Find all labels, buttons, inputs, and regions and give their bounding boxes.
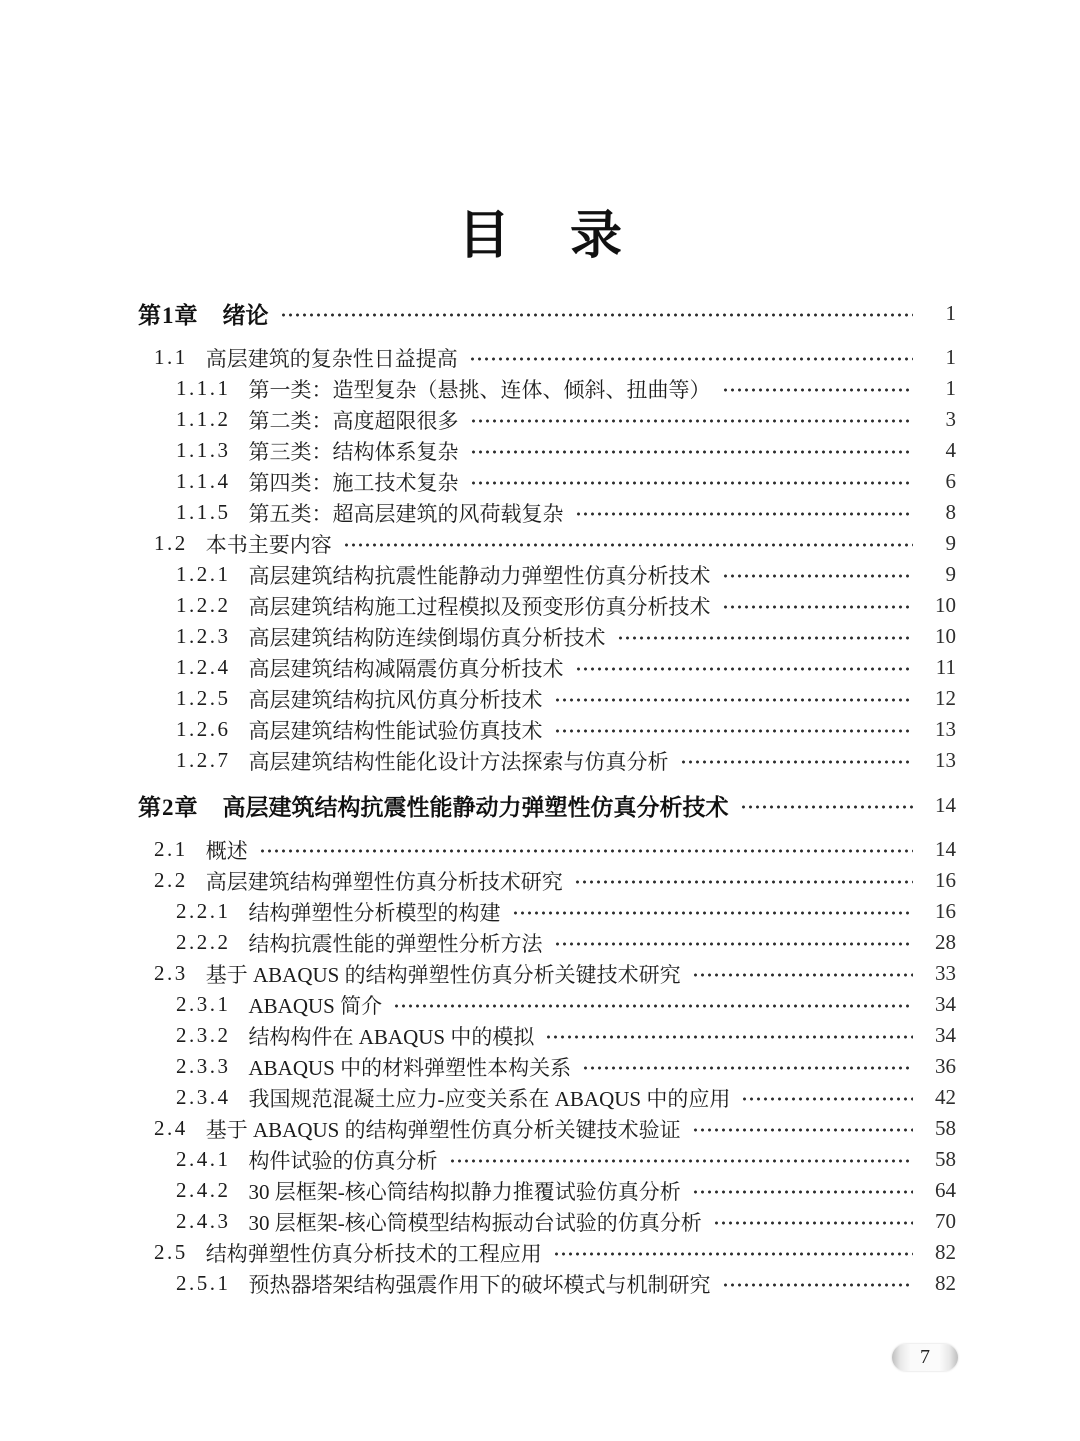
toc-entry-number: 第1章	[138, 302, 199, 328]
toc-entry-number: 2.5	[154, 1240, 188, 1264]
toc-row	[138, 590, 956, 621]
toc-entry-number: 2.4	[154, 1116, 188, 1140]
toc-entry-number: 1.2.3	[176, 624, 231, 648]
toc-row	[138, 404, 956, 435]
toc-entry-title: 高层建筑结构性能试验仿真技术	[248, 718, 543, 743]
toc-entry-title: 绪论	[222, 302, 269, 328]
dotted-leader	[554, 683, 914, 714]
dotted-leader	[393, 989, 913, 1020]
toc-entry-title: 高层建筑结构防连续倒塌仿真分析技术	[248, 625, 606, 650]
toc-entry-page: 14	[935, 792, 956, 817]
dotted-leader	[553, 1237, 913, 1268]
toc-row	[138, 1237, 956, 1268]
toc-row	[138, 342, 956, 373]
toc-entry-title: 30 层框架-核心筒结构拟静力推覆试验仿真分析	[248, 1179, 681, 1204]
toc-entry-number: 2.3.2	[176, 1023, 231, 1047]
toc-entry-number: 2.4.2	[176, 1178, 231, 1202]
dotted-leader	[741, 1082, 913, 1113]
dotted-leader	[692, 958, 913, 989]
toc-row	[138, 1206, 956, 1237]
toc-row	[138, 466, 956, 497]
toc-list	[138, 284, 956, 1299]
toc-entry-title: 第一类：造型复杂（悬挑、连体、倾斜、扭曲等）	[248, 377, 711, 402]
toc-entry-number: 1.2.6	[176, 717, 231, 741]
toc-entry-title: 高层建筑结构抗震性能静动力弹塑性仿真分析技术	[222, 794, 729, 820]
toc-entry-page: 34	[935, 1023, 956, 1047]
toc-entry-title: 我国规范混凝土应力-应变关系在 ABAQUS 中的应用	[248, 1086, 731, 1111]
toc-entry-title: 第三类：结构体系复杂	[248, 439, 459, 464]
toc-entry-page: 3	[945, 407, 956, 431]
toc-entry-title: ABAQUS 中的材料弹塑性本构关系	[248, 1055, 572, 1080]
dotted-leader	[722, 1268, 914, 1299]
toc-entry-title: 高层建筑结构减隔震仿真分析技术	[248, 656, 564, 681]
toc-entry-title: 高层建筑结构弹塑性仿真分析技术研究	[205, 869, 563, 894]
toc-entry-page: 82	[935, 1240, 956, 1264]
toc-entry-number: 1.2.1	[176, 562, 231, 586]
dotted-leader	[259, 834, 913, 865]
toc-entry-number: 2.4.1	[176, 1147, 231, 1171]
toc-entry-title: 基于 ABAQUS 的结构弹塑性仿真分析关键技术研究	[205, 962, 681, 987]
dotted-leader	[545, 1020, 913, 1051]
toc-entry-page: 9	[945, 562, 956, 586]
dotted-leader	[713, 1206, 913, 1237]
toc-entry-page: 16	[935, 868, 956, 892]
toc-entry-page: 34	[935, 992, 956, 1016]
toc-entry-page: 13	[935, 748, 956, 772]
dotted-leader	[680, 745, 914, 776]
toc-entry-title: 高层建筑结构抗风仿真分析技术	[248, 687, 543, 712]
toc-entry-number: 2.3.4	[176, 1085, 231, 1109]
toc-row	[138, 896, 956, 927]
toc-entry-number: 1.1.4	[176, 469, 231, 493]
toc-row	[138, 652, 956, 683]
toc-entry-title: 30 层框架-核心筒模型结构振动台试验的仿真分析	[248, 1210, 702, 1235]
toc-entry-page: 14	[935, 837, 956, 861]
dotted-leader	[722, 590, 914, 621]
dotted-leader	[692, 1113, 913, 1144]
toc-entry-page: 4	[945, 438, 956, 462]
toc-entry-page: 16	[935, 899, 956, 923]
toc-entry-title: 高层建筑的复杂性日益提高	[205, 346, 458, 371]
toc-entry-number: 1.2.2	[176, 593, 231, 617]
toc-page-title: 目录	[457, 207, 682, 265]
toc-entry-page: 10	[935, 624, 956, 648]
toc-entry-page: 70	[935, 1209, 956, 1233]
toc-row	[138, 1175, 956, 1206]
toc-entry-number: 2.3	[154, 961, 188, 985]
toc-entry-title: 结构弹塑性仿真分析技术的工程应用	[205, 1241, 542, 1266]
toc-row	[138, 1113, 956, 1144]
toc-entry-page: 1	[945, 300, 956, 325]
toc-row	[138, 435, 956, 466]
dotted-leader	[692, 1175, 913, 1206]
dotted-leader	[470, 466, 914, 497]
toc-row	[138, 296, 956, 330]
toc-row	[138, 1051, 956, 1082]
dotted-leader	[469, 342, 913, 373]
toc-row	[138, 559, 956, 590]
toc-entry-number: 1.2.5	[176, 686, 231, 710]
toc-entry-number: 1.1	[154, 345, 188, 369]
toc-entry-number: 1.2	[154, 531, 188, 555]
dotted-leader	[554, 714, 914, 745]
toc-row	[138, 834, 956, 865]
toc-entry-title: 本书主要内容	[205, 532, 332, 557]
toc-entry-page: 12	[935, 686, 956, 710]
toc-row	[138, 788, 956, 822]
toc-entry-title: 基于 ABAQUS 的结构弹塑性仿真分析关键技术验证	[205, 1117, 681, 1142]
toc-entry-page: 9	[945, 531, 956, 555]
toc-row	[138, 989, 956, 1020]
dotted-leader	[512, 896, 914, 927]
toc-entry-page: 36	[935, 1054, 956, 1078]
toc-row	[138, 621, 956, 652]
toc-entry-page: 1	[945, 376, 956, 400]
toc-entry-number: 1.1.3	[176, 438, 231, 462]
toc-entry-number: 2.3.3	[176, 1054, 231, 1078]
toc-row	[138, 528, 956, 559]
toc-entry-title: 构件试验的仿真分析	[248, 1148, 438, 1173]
toc-entry-number: 2.1	[154, 837, 188, 861]
toc-entry-title: 概述	[205, 838, 248, 863]
toc-row	[138, 1082, 956, 1113]
toc-row	[138, 1144, 956, 1175]
toc-entry-page: 82	[935, 1271, 956, 1295]
toc-entry-number: 2.2	[154, 868, 188, 892]
toc-entry-number: 2.2.1	[176, 899, 231, 923]
toc-entry-number: 1.1.1	[176, 376, 231, 400]
dotted-leader	[343, 528, 913, 559]
dotted-leader	[470, 404, 914, 435]
dotted-leader	[280, 296, 914, 330]
toc-row	[138, 927, 956, 958]
toc-entry-page: 8	[945, 500, 956, 524]
dotted-leader	[449, 1144, 914, 1175]
toc-entry-title: 高层建筑结构抗震性能静动力弹塑性仿真分析技术	[248, 563, 711, 588]
dotted-leader	[470, 435, 914, 466]
toc-entry-number: 1.1.2	[176, 407, 231, 431]
toc-row	[138, 497, 956, 528]
toc-entry-number: 1.2.7	[176, 748, 231, 772]
toc-entry-page: 1	[945, 345, 956, 369]
toc-entry-title: 结构抗震性能的弹塑性分析方法	[248, 931, 543, 956]
toc-row	[138, 373, 956, 404]
toc-entry-page: 13	[935, 717, 956, 741]
toc-entry-number: 2.3.1	[176, 992, 231, 1016]
toc-entry-page: 42	[935, 1085, 956, 1109]
toc-entry-title: 第五类：超高层建筑的风荷载复杂	[248, 501, 564, 526]
dotted-leader	[740, 788, 914, 822]
page-number-badge	[892, 1344, 958, 1371]
toc-entry-page: 33	[935, 961, 956, 985]
toc-entry-page: 58	[935, 1147, 956, 1171]
toc-row	[138, 1268, 956, 1299]
dotted-leader	[575, 652, 914, 683]
toc-entry-title: ABAQUS 简介	[248, 993, 383, 1018]
page-number-label: 7	[920, 1346, 930, 1368]
dotted-leader	[582, 1051, 913, 1082]
toc-row	[138, 1020, 956, 1051]
toc-entry-title: 结构弹塑性分析模型的构建	[248, 900, 501, 925]
toc-entry-title: 结构构件在 ABAQUS 中的模拟	[248, 1024, 535, 1049]
toc-entry-page: 10	[935, 593, 956, 617]
dotted-leader	[722, 373, 914, 404]
toc-entry-number: 2.2.2	[176, 930, 231, 954]
toc-row	[138, 745, 956, 776]
toc-entry-title: 高层建筑结构施工过程模拟及预变形仿真分析技术	[248, 594, 711, 619]
toc-entry-page: 28	[935, 930, 956, 954]
toc-entry-number: 1.2.4	[176, 655, 231, 679]
toc-entry-page: 58	[935, 1116, 956, 1140]
toc-entry-title: 第四类：施工技术复杂	[248, 470, 459, 495]
toc-row	[138, 683, 956, 714]
toc-entry-number: 1.1.5	[176, 500, 231, 524]
dotted-leader	[574, 865, 913, 896]
toc-entry-number: 2.5.1	[176, 1271, 231, 1295]
toc-row	[138, 865, 956, 896]
toc-entry-title: 第二类：高度超限很多	[248, 408, 459, 433]
toc-entry-title: 高层建筑结构性能化设计方法探索与仿真分析	[248, 749, 669, 774]
dotted-leader	[575, 497, 914, 528]
toc-entry-page: 11	[935, 655, 956, 679]
toc-entry-number: 2.4.3	[176, 1209, 231, 1233]
toc-row	[138, 958, 956, 989]
dotted-leader	[554, 927, 914, 958]
toc-entry-title: 预热器塔架结构强震作用下的破坏模式与机制研究	[248, 1272, 711, 1297]
toc-entry-number: 第2章	[138, 794, 199, 820]
toc-row	[138, 714, 956, 745]
toc-entry-page: 6	[945, 469, 956, 493]
dotted-leader	[722, 559, 914, 590]
toc-entry-page: 64	[935, 1178, 956, 1202]
dotted-leader	[617, 621, 914, 652]
